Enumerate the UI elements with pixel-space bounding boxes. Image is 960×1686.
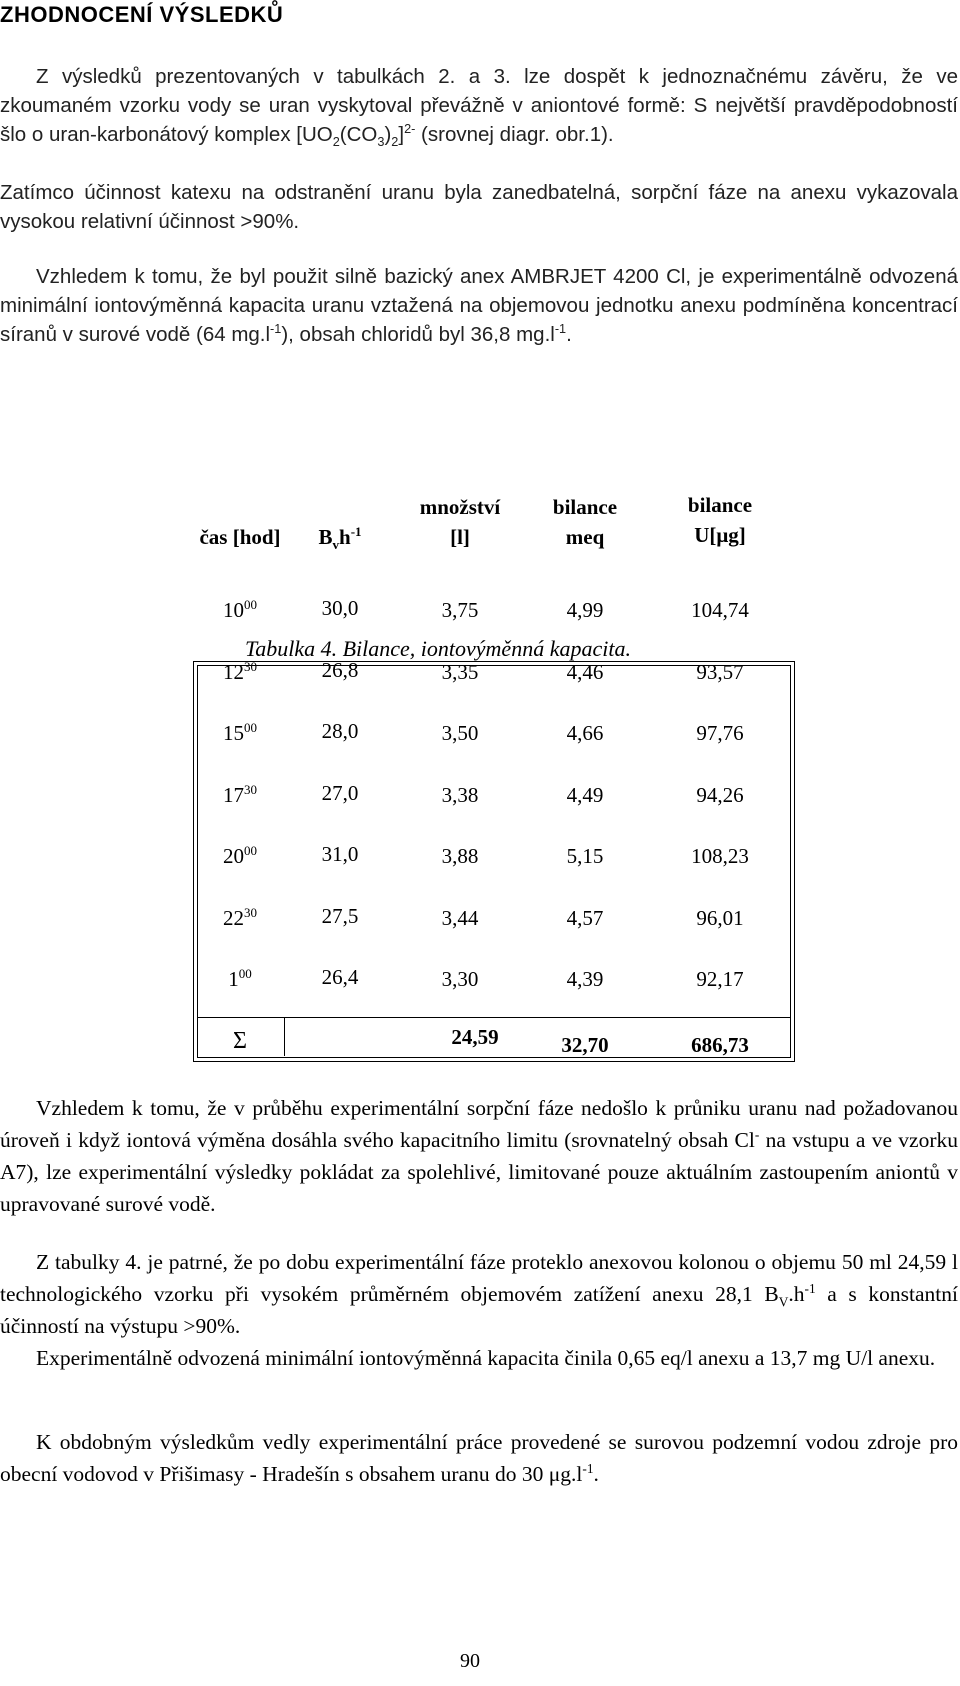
time-cell: $1^{00}$	[228, 966, 252, 991]
meq-cell: 4,39	[566, 967, 604, 991]
paragraph-anion-exchanger: Vzhledem k tomu, že byl použit silně bazický anex AMBRJET 4200 Cl, je experimentálně odvozená minimální iontovýměnná kapacita uranu vztažená na objemovou jednotku anexu podmíněna koncentrací síranů v surové vodě (64 $mg.l^{-1}$), obsah chloridů byl 36,8 $mg.l^{-1}$.	[0, 265, 958, 346]
u-cell: 92,17	[696, 967, 744, 991]
table-caption: Tabulka 4. Bilance, iontovýměnná kapacita.	[245, 636, 631, 661]
meq-cell: 4,99	[566, 598, 604, 622]
header-meq: bilance meq	[552, 495, 618, 549]
bv-cell: 27,5	[321, 903, 359, 928]
sum-u: 686,73	[691, 1033, 749, 1057]
paragraph-similar-results: K obdobným výsledkům vedly experimentální práce provedené se surovou podzemní vodou zdroje pro obecní vodovod v Přišimasy - Hradešín s obsahem uranu do 30 $\mu g.l^{-1}$.	[0, 1430, 958, 1486]
amount-cell: 3,88	[441, 844, 479, 868]
meq-cell: 4,66	[566, 721, 604, 745]
section-heading: ZHODNOCENÍ VÝSLEDKŮ	[0, 2, 284, 27]
header-bv: $B_vh^{-1}$	[318, 524, 362, 553]
paragraph-breakthrough: Vzhledem k tomu, že v průběhu experimentální sorpční fáze nedošlo k průniku uranu nad požadovanou úroveň i když iontová výměna dosáhla svého kapacitního limitu (srovnatelný obsah Cl- na vstupu a ve vzorku A7), lze experimentální výsledky pokládat za spolehlivé, limitované pouze aktuálním zastoupením aniontů v upravované surové vodě.	[0, 1096, 959, 1216]
bv-cell: 26,4	[321, 965, 359, 989]
u-cell: 104,74	[691, 598, 749, 622]
amount-cell: 3,50	[441, 721, 479, 745]
meq-cell: 4,46	[566, 659, 604, 684]
amount-cell: 3,38	[441, 782, 479, 807]
amount-cell: 3,30	[441, 967, 479, 991]
paragraph-table4-summary: Z tabulky 4. je patrné, že po dobu experimentální fáze proteklo anexovou kolonou o objemu 50 ml 24,59 l technologického vzorku při vysokém průměrném objemovém zatížení anexu 28,1 $B_V.h^{-1}$ a s konstantní účinností na výstupu >90%.	[0, 1250, 958, 1338]
u-cell: 94,26	[696, 782, 744, 807]
time-cell: $17^{30}$	[222, 781, 257, 807]
sum-meq: 32,70	[561, 1033, 609, 1057]
sum-symbol: Σ	[233, 1028, 247, 1054]
time-cell: $22^{30}$	[222, 904, 257, 930]
meq-cell: 5,15	[566, 844, 604, 868]
bv-cell: 31,0	[321, 842, 359, 866]
header-time: čas [hod]	[199, 525, 281, 549]
u-cell: 97,76	[696, 721, 744, 745]
amount-cell: 3,35	[441, 659, 479, 684]
sum-amount: 24,59	[451, 1025, 499, 1049]
time-cell: $20^{00}$	[222, 843, 257, 868]
header-amount: množství [l]	[419, 495, 501, 549]
time-cell: $15^{00}$	[222, 720, 257, 745]
bv-cell: 27,0	[321, 780, 359, 805]
paragraph-efficiency: Zatímco účinnost katexu na odstranění uranu byla zanedbatelná, sorpční fáze na anexu vykazovala vysokou relativní účinnost >90%.	[0, 181, 958, 233]
header-u: bilance U[μg]	[687, 493, 753, 547]
bv-cell: 26,8	[321, 657, 359, 682]
u-cell: 108,23	[691, 844, 749, 868]
meq-cell: 4,57	[566, 905, 604, 930]
paragraph-capacity: Experimentálně odvozená minimální iontovýměnná kapacita činila 0,65 eq/l anexu a 13,7 mg U/l anexu.	[36, 1346, 936, 1370]
page-number: 90	[460, 1650, 480, 1672]
meq-cell: 4,49	[566, 782, 604, 807]
time-cell: $10^{00}$	[222, 597, 257, 622]
time-cell: $12^{30}$	[222, 658, 257, 684]
bv-cell: 28,0	[321, 719, 359, 743]
bv-cell: 30,0	[321, 596, 359, 620]
amount-cell: 3,75	[441, 598, 479, 622]
paragraph-uranium-form: Z výsledků prezentovaných v tabulkách 2. a 3. lze dospět k jednoznačnému závěru, že ve zkoumaném vzorku vody se uran vyskytoval převážně v aniontové formě: S největší pravděpodobností šlo o uran-karbonátový komplex $[UO_2(CO_3)_2]^{2-}$ (srovnej diagr. obr.1).	[0, 65, 958, 150]
amount-cell: 3,44	[441, 905, 479, 930]
u-cell: 93,57	[696, 659, 744, 684]
u-cell: 96,01	[696, 905, 744, 930]
